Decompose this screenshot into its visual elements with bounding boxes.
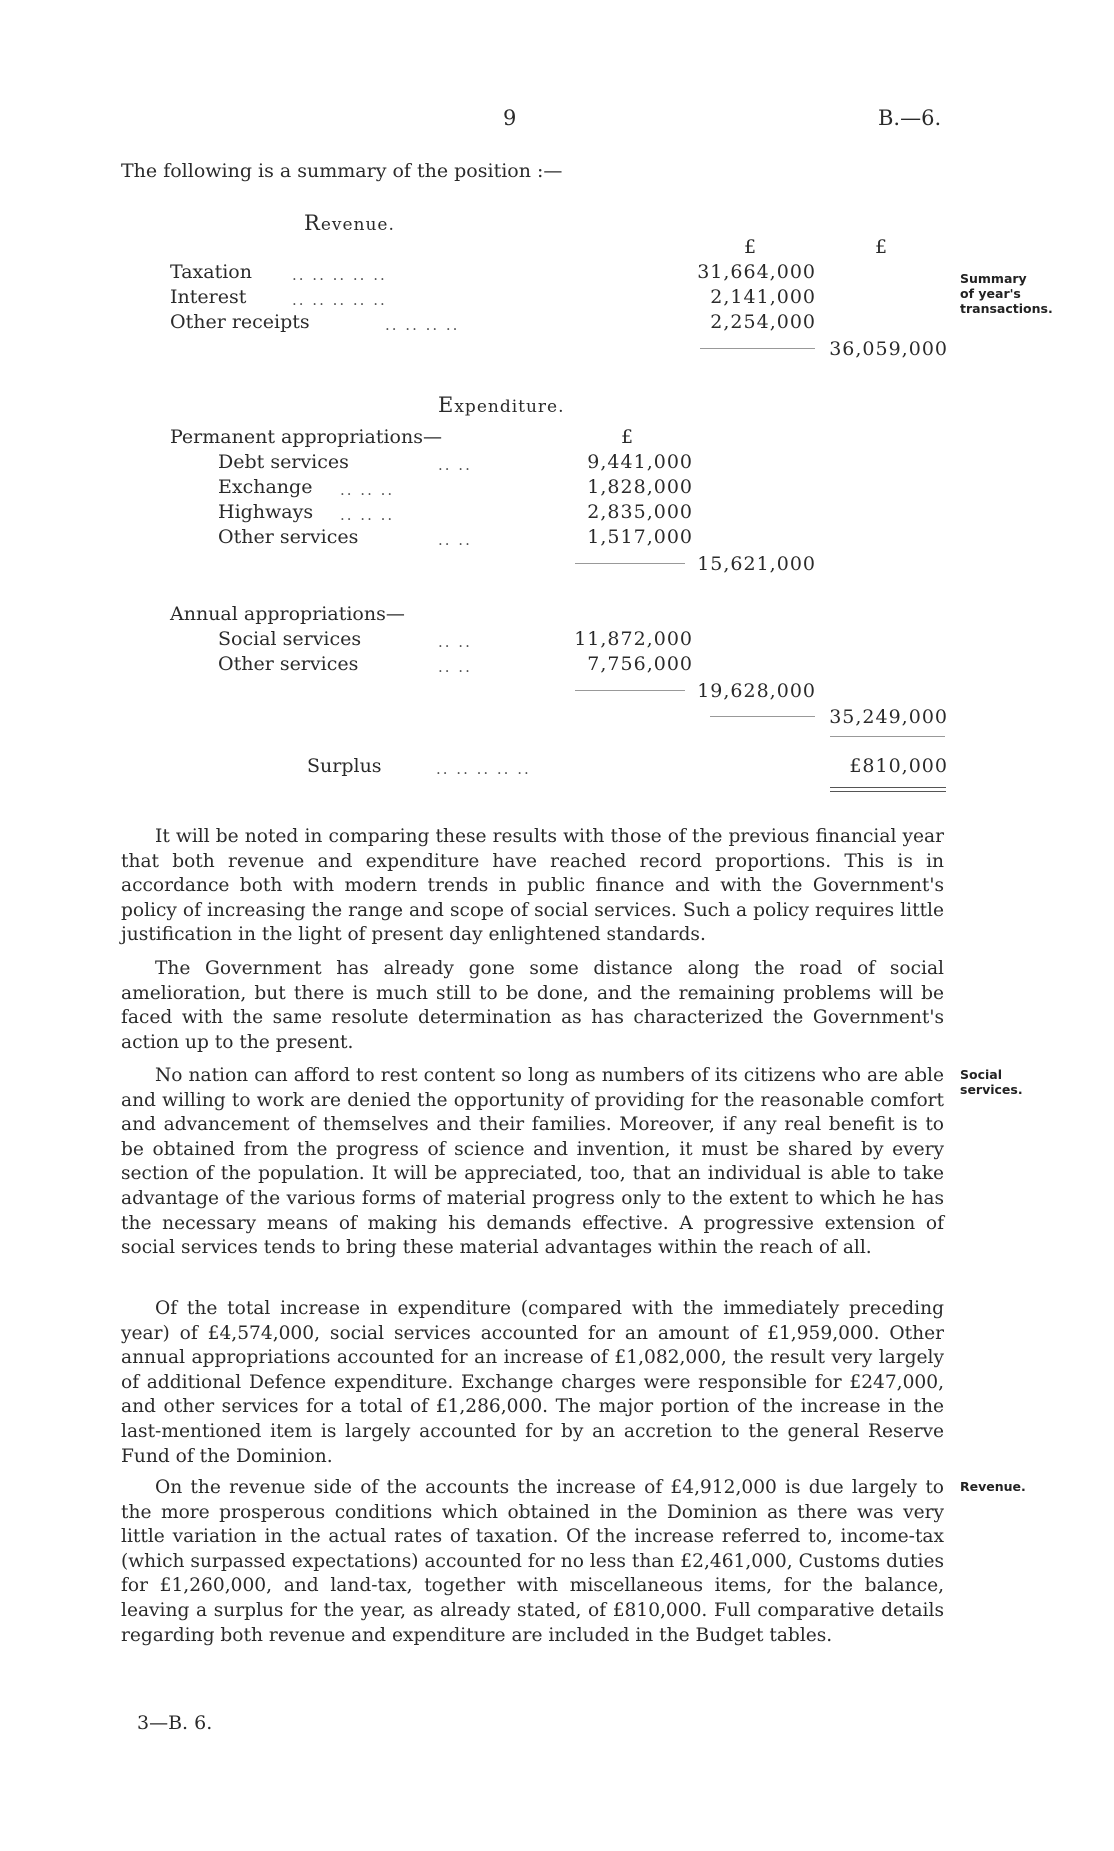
revenue-row-value: 2,254,000 (710, 311, 816, 333)
margin-note-line: Summary (960, 271, 1027, 286)
permanent-row-dots: .. .. (438, 531, 472, 549)
paragraph-revenue-increase: On the revenue side of the accounts the increase of £4,912,000 is due largely to the more prosperous conditions which obtained in the Dominion as there was very little variation in the actual rates of taxation. Of the increase referred to, income-tax (which surpassed expectations) accounted for no less than £2,461,000, Customs duties for £1,260,000, and land-tax, together with miscellaneous items, for the balance, leaving a surplus for the year, as already stated, of £810,000. Full comparative details regarding both revenue and expenditure are included in the Budget tables. (121, 1477, 944, 1646)
revenue-row-dots: .. .. .. .. .. (292, 291, 387, 309)
revenue-total: 36,059,000 (829, 338, 948, 360)
revenue-row-dots: .. .. .. .. (385, 316, 460, 334)
surplus-label: Surplus (307, 755, 382, 777)
revenue-row-label: Taxation (170, 261, 252, 283)
revenue-currency-col1: £ (744, 236, 757, 258)
annual-appropriations-label: Annual appropriations— (170, 603, 405, 625)
paragraph-social-services: No nation can afford to rest content so long as numbers of its citizens who are able and willing to work are denied the opportunity of providing for the reasonable comfort and advancement of themselves and their families. Moreover, if any real benefit is to be obtained from the progress of science and invention, it must be shared by every section of the population. It will be appreciated, too, that an individual is able to take advantage of the various forms of material progress only to the extent to which he has the necessary means of making his demands effective. A progressive extension of social services tends to bring these material advantages within the reach of all. (121, 1065, 944, 1259)
margin-note-line: Social (960, 1067, 1003, 1082)
margin-note-revenue (960, 1479, 1026, 1494)
surplus-value: £810,000 (849, 755, 948, 777)
paragraph-expenditure-increase: Of the total increase in expenditure (compared with the immediately preceding year) of £4,574,000, social services accounted for an amount of £1,959,000. Other annual appropriations accounted for an increase of £1,082,000, the result very largely of additional Defence expenditure. Exchange charges were responsible for £247,000, and other services for a total of £1,286,000. The major portion of the increase in the last-mentioned item is largely accounted for by an accretion to the general Reserve Fund of the Dominion. (121, 1298, 944, 1467)
permanent-row-dots: .. .. .. (340, 481, 395, 499)
annual-row-dots: .. .. (438, 633, 472, 651)
expenditure-total-rule (830, 736, 945, 737)
footer-signature: 3—B. 6. (137, 1712, 213, 1734)
margin-note-line: of year's (960, 286, 1021, 301)
permanent-row-dots: .. .. (438, 456, 472, 474)
expenditure-currency: £ (621, 426, 634, 448)
paragraph-social-amelioration: The Government has already gone some distance along the road of social amelioration, but there is much still to be done, and the remaining problems will be faced with the same resolute determination as has characterized the Government's action up to the present. (121, 958, 944, 1053)
expenditure-sum-rule (710, 716, 815, 717)
permanent-subtotal: 15,621,000 (697, 553, 816, 575)
surplus-dots: .. .. .. .. .. (436, 760, 531, 778)
permanent-row-label: Debt services (218, 451, 349, 473)
permanent-row-label: Highways (218, 501, 314, 523)
paragraph-record-proportions: It will be noted in comparing these results with those of the previous financial year that both revenue and expenditure have reached record proportions. This is in accordance both with modern trends in public finance and with the Government's policy of increasing the range and scope of social services. Such a policy requires little justification in the light of present day enlightened standards. (121, 826, 944, 946)
document-ref: B.—6. (878, 106, 942, 130)
annual-subtotal: 19,628,000 (697, 680, 816, 702)
permanent-appropriations-label: Permanent appropriations— (170, 426, 442, 448)
revenue-row-dots: .. .. .. .. .. (292, 266, 387, 284)
expenditure-heading: Expenditure. (438, 393, 565, 417)
annual-row-value: 7,756,000 (587, 653, 693, 675)
permanent-row-value: 9,441,000 (587, 451, 693, 473)
annual-row-label: Other services (218, 653, 359, 675)
permanent-row-label: Other services (218, 526, 359, 548)
expenditure-total: 35,249,000 (829, 706, 948, 728)
revenue-row-label: Interest (170, 286, 247, 308)
revenue-row-value: 31,664,000 (697, 261, 816, 283)
permanent-row-value: 1,517,000 (587, 526, 693, 548)
permanent-row-dots: .. .. .. (340, 506, 395, 524)
margin-note-social (960, 1067, 1023, 1097)
permanent-row-value: 2,835,000 (587, 501, 693, 523)
page-number: 9 (503, 106, 517, 130)
annual-row-label: Social services (218, 628, 362, 650)
permanent-sum-rule (575, 563, 685, 564)
margin-note-line: services. (960, 1082, 1023, 1097)
margin-note-line: Revenue. (960, 1479, 1026, 1494)
revenue-sum-rule (700, 348, 815, 349)
margin-note-summary (960, 271, 1053, 316)
revenue-row-value: 2,141,000 (710, 286, 816, 308)
annual-row-dots: .. .. (438, 658, 472, 676)
intro-text: The following is a summary of the position :— (121, 160, 563, 182)
revenue-currency-col2: £ (875, 236, 888, 258)
permanent-row-label: Exchange (218, 476, 313, 498)
annual-row-value: 11,872,000 (574, 628, 693, 650)
revenue-heading: Revenue. (304, 211, 395, 235)
surplus-double-rule (830, 787, 946, 792)
margin-note-line: transactions. (960, 301, 1053, 316)
revenue-row-label: Other receipts (170, 311, 310, 333)
permanent-row-value: 1,828,000 (587, 476, 693, 498)
annual-sum-rule (575, 690, 685, 691)
